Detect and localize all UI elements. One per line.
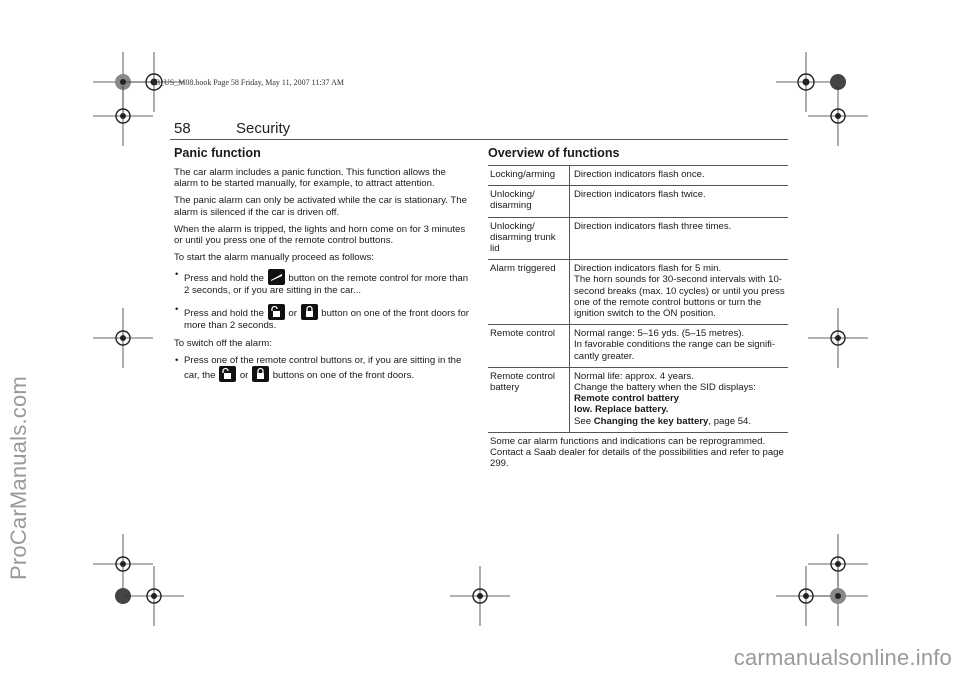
side-watermark: ProCarManuals.com xyxy=(6,376,31,580)
function-cell: Unlocking/ disarming xyxy=(488,186,570,217)
registration-mark-icon xyxy=(808,566,868,626)
description-cell: Direction indicators flash twice. xyxy=(570,186,789,217)
sid-message-line: Remote control battery xyxy=(574,393,680,405)
description-line: The horn sounds for 30-second intervals with 10-second breaks (max. 10 cycles) or until you press one of the remote control buttons or turn the ignition switch to the ON position. xyxy=(574,274,785,320)
function-cell: Unlocking/ disarming trunk lid xyxy=(488,217,570,260)
step-text: buttons on one of the front doors. xyxy=(272,370,415,382)
description-line: Change the battery when the SID displays: xyxy=(574,382,756,394)
description-cell: Direction indicators flash three times. xyxy=(570,217,789,260)
description-line: In favorable conditions the range can be signifi-cantly greater. xyxy=(574,339,776,362)
table-row xyxy=(488,367,788,432)
unlock-button-icon xyxy=(219,366,236,382)
functions-table xyxy=(488,165,788,433)
panic-button-icon xyxy=(268,269,285,285)
list-item xyxy=(174,355,472,382)
registration-mark-icon xyxy=(808,86,868,146)
page-reference: , page 54. xyxy=(708,415,752,427)
cross-reference xyxy=(574,416,785,427)
reprogramming-note: Some car alarm functions and indications can be reprogrammed. Contact a Saab dealer for details of the possibilities and refer to page 299. xyxy=(490,435,784,470)
stop-steps-list xyxy=(174,355,472,382)
registration-mark-icon xyxy=(93,86,153,146)
function-cell: Remote control battery xyxy=(488,367,570,432)
registration-mark-icon xyxy=(808,308,868,368)
step-text: or xyxy=(239,370,249,382)
description-line: Normal range: 5–16 yds. (5–15 metres). xyxy=(574,328,745,340)
table-row xyxy=(488,260,788,325)
step-text: Press one of the remote control buttons or, if you are sitting in the car, the xyxy=(184,355,462,382)
step-text: Press and hold the xyxy=(184,307,265,319)
table-row xyxy=(488,166,788,186)
paragraph: The car alarm includes a panic function. This function allows the alarm to be started manually, for example, to attract attention. xyxy=(174,167,446,190)
registration-mark-icon xyxy=(450,566,510,626)
bottom-watermark: carmanualsonline.info xyxy=(733,645,952,670)
function-cell: Alarm triggered xyxy=(488,260,570,325)
description-line: Direction indicators flash for 5 min. xyxy=(574,263,722,275)
panic-function-section xyxy=(174,146,472,389)
lock-button-icon xyxy=(301,304,318,320)
registration-mark-icon xyxy=(93,308,153,368)
page-number: 58 xyxy=(174,120,191,137)
lock-button-icon xyxy=(252,366,269,382)
unlock-button-icon xyxy=(268,304,285,320)
start-steps-list xyxy=(174,269,472,330)
description-cell xyxy=(570,260,789,325)
table-row xyxy=(488,217,788,260)
overview-heading: Overview of functions xyxy=(488,146,620,160)
description-cell xyxy=(570,367,789,432)
list-item xyxy=(174,269,472,296)
paragraph: The panic alarm can only be activated while the car is stationary. The alarm is silenced if the car is driven off. xyxy=(174,195,467,218)
table-row xyxy=(488,325,788,368)
paragraph: To switch off the alarm: xyxy=(174,337,272,349)
see-label: See xyxy=(574,415,592,427)
list-item xyxy=(174,304,472,331)
table-row xyxy=(488,186,788,217)
cross-reference-link[interactable]: Changing the key battery xyxy=(593,415,709,427)
step-text: or xyxy=(288,307,297,319)
registration-mark-icon xyxy=(124,566,184,626)
description-cell: Direction indicators flash once. xyxy=(570,166,789,186)
function-cell: Locking/arming xyxy=(488,166,570,186)
section-title: Security xyxy=(236,120,291,137)
description-line: Normal life: approx. 4 years. xyxy=(574,370,694,382)
step-text: Press and hold the xyxy=(184,273,265,285)
description-cell xyxy=(570,325,789,368)
panic-function-heading: Panic function xyxy=(174,146,261,160)
paragraph: When the alarm is tripped, the lights and horn come on for 3 minutes or until you press one of the remote control buttons. xyxy=(174,223,466,247)
overview-section xyxy=(488,146,788,469)
step-text: button on one of the front doors for more than 2 seconds. xyxy=(184,307,469,331)
book-file-info: 93_US_M08.book Page 58 Friday, May 11, 2007 11:37 AM xyxy=(152,78,344,87)
sid-message-line: low. Replace battery. xyxy=(574,404,669,416)
header-rule xyxy=(170,139,788,140)
function-cell: Remote control xyxy=(488,325,570,368)
step-text: button on the remote control for more than 2 seconds, or if you are sitting in the car... xyxy=(184,273,469,297)
paragraph: To start the alarm manually proceed as follows: xyxy=(174,252,374,264)
